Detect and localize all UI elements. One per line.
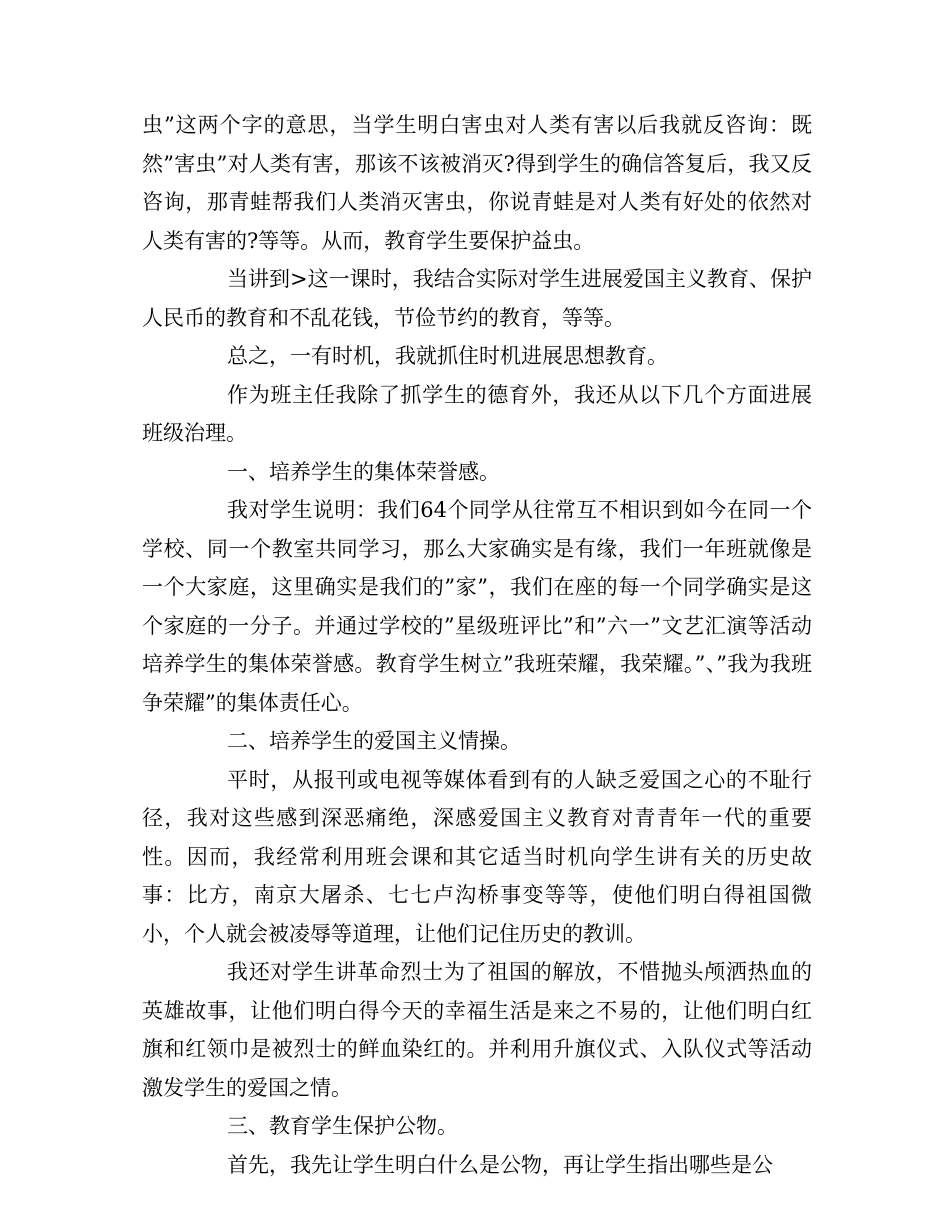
paragraph: 作为班主任我除了抓学生的德育外，我还从以下几个方面进展班级治理。 [142,382,812,445]
paragraph: 首先，我先让学生明白什么是公物，再让学生指出哪些是公 [227,1152,773,1177]
paragraph: 我还对学生讲革命烈士为了祖国的解放，不惜抛头颅洒热血的英雄故事，让他们明白得今天的幸福生活是来之不易的，让他们明白红旗和红领巾是被烈士的鲜血染红的。并利用升旗仪式、入队仪式等活动激发学生的爱国之情。 [142,960,812,1100]
paragraph: 平时，从报刊或电视等媒体看到有的人缺乏爱国之心的不耻行径，我对这些感到深恶痛绝，深感爱国主义教育对青青年一代的重要性。因而，我经常利用班会课和其它适当时机向学生讲有关的历史故事：比方，南京大屠杀、七七卢沟桥事变等等，使他们明白得祖国微小，个人就会被凌辱等道理，让他们记住历史的教训。 [142,767,812,946]
section-heading-3: 三、教育学生保护公物。 [227,1114,458,1138]
paragraph: 我对学生说明：我们64个同学从往常互不相识到如今在同一个学校、同一个教室共同学习，那么大家确实是有缘，我们一年班就像是一个大家庭，这里确实是我们的”家”，我们在座的每一个同学确实是这个家庭的一分子。并通过学校的”星级班评比”和”六一”文艺汇演等活动培养学生的集体荣誉感。教育学生树立”我班荣耀，我荣耀。”、”我为我班争荣耀”的集体责任心。 [142,498,812,715]
section-heading-1: 一、培养学生的集体荣誉感。 [227,459,500,484]
paragraph-continued: 虫”这两个字的意思，当学生明白害虫对人类有害以后我就反咨询：既然”害虫”对人类有害，那该不该被消灭?得到学生的确信答复后，我又反咨询，那青蛙帮我们人类消灭害虫，你说青蛙是对人类有好处的依然对人类有害的?等等。从而，教育学生要保护益虫。 [142,113,812,253]
document-page [142,106,812,1184]
section-heading-2: 二、培养学生的爱国主义情操。 [227,729,521,753]
paragraph: 当讲到>这一课时，我结合实际对学生进展爱国主义教育、保护人民币的教育和不乱花钱，节俭节约的教育，等等。 [142,267,812,330]
paragraph: 总之，一有时机，我就抓住时机进展思想教育。 [227,344,668,368]
